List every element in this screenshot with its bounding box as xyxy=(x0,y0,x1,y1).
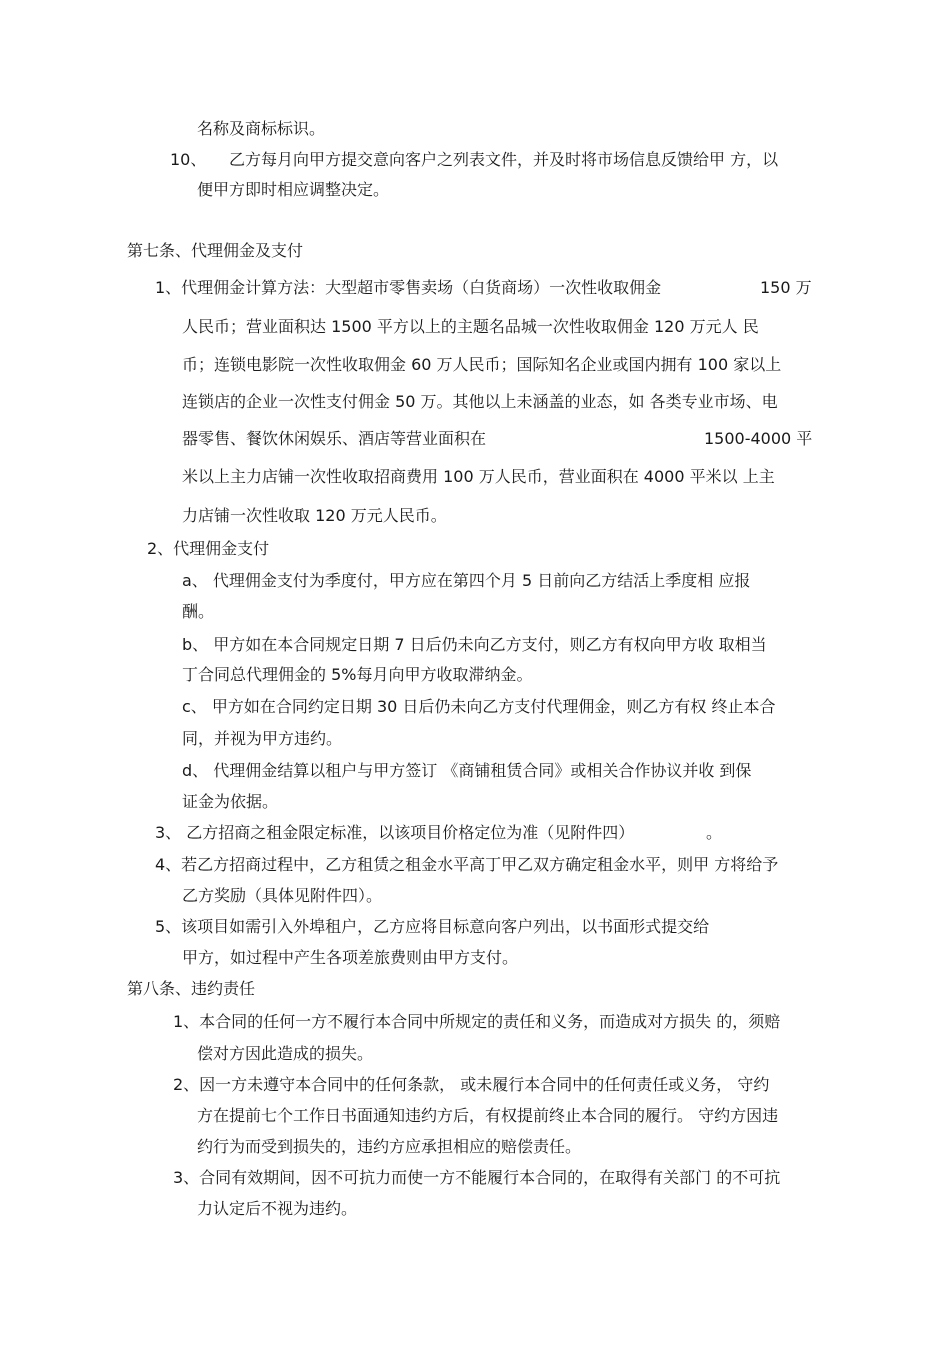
clause-6-item-10-line-2: 便甲方即时相应调整决定。 xyxy=(197,180,390,199)
article-8-heading: 第八条、违约责任 xyxy=(127,979,256,998)
article-7-item-4-line-1: 4、若乙方招商过程中，乙方租赁之租金水平高丁甲乙双方确定租金水平，则甲 方将给予 xyxy=(155,855,779,874)
article-7-item-5-line-2: 甲方，如过程中产生各项差旅费则由甲方支付。 xyxy=(182,948,519,967)
article-7-item-3-end: 。 xyxy=(706,823,723,842)
article-7-item-5-line-1: 5、该项目如需引入外埠租户，乙方应将目标意向客户列出，以书面形式提交给 xyxy=(155,917,710,936)
article-8-item-1-line-1: 1、本合同的任何一方不履行本合同中所规定的责任和义务，而造成对方损失 的，须赔 xyxy=(173,1012,781,1031)
article-8-item-3-line-1: 3、合同有效期间，因不可抗力而使一方不能履行本合同的，在取得有关部门 的不可抗 xyxy=(173,1168,781,1187)
article-8-item-1-line-2: 偿对方因此造成的损失。 xyxy=(197,1044,374,1063)
article-7-item-2d-line-2: 证金为依据。 xyxy=(182,792,279,811)
article-8-item-3-line-2: 力认定后不视为违约。 xyxy=(197,1199,358,1218)
article-7-item-1-area: 1500-4000 平 xyxy=(704,429,813,448)
article-7-item-1-line-1: 1、代理佣金计算方法：大型超市零售卖场（白货商场）一次性收取佣金 xyxy=(155,278,662,297)
article-7-item-2b-line-2: 丁合同总代理佣金的 5%每月向甲方收取滞纳金。 xyxy=(182,665,533,684)
clause-6-item-10-line-1: 乙方每月向甲方提交意向客户之列表文件，并及时将市场信息反馈给甲 方，以 xyxy=(229,150,779,169)
article-7-item-1-line-4: 连锁店的企业一次性支付佣金 50 万。其他以上未涵盖的业态，如 各类专业市场、电 xyxy=(182,392,778,411)
article-7-item-1-line-5: 器零售、餐饮休闲娱乐、酒店等营业面积在 xyxy=(182,429,487,448)
article-7-heading: 第七条、代理佣金及支付 xyxy=(127,241,304,260)
article-7-item-4-line-2: 乙方奖励（具体见附件四）。 xyxy=(182,886,383,905)
article-7-item-1-amount: 150 万 xyxy=(760,278,812,297)
article-7-item-1-line-3: 币；连锁电影院一次性收取佣金 60 万人民币；国际知名企业或国内拥有 100 家以上 xyxy=(182,355,782,374)
article-7-item-2a-line-2: 酬。 xyxy=(182,602,215,621)
article-7-item-1-line-2: 人民币；营业面积达 1500 平方以上的主题名品城一次性收取佣金 120 万元人 民 xyxy=(182,317,759,336)
article-7-item-2c-line-1: c、 甲方如在合同约定日期 30 日后仍未向乙方支付代理佣金，则乙方有权 终止本合 xyxy=(182,697,776,716)
article-8-item-2-line-3: 约行为而受到损失的，违约方应承担相应的赔偿责任。 xyxy=(197,1137,582,1156)
clause-6-item-9-tail: 名称及商标标识。 xyxy=(197,119,326,138)
article-7-item-1-line-6: 米以上主力店铺一次性收取招商费用 100 万人民币，营业面积在 4000 平米以 上主 xyxy=(182,467,775,486)
article-7-item-2b-line-1: b、 甲方如在本合同规定日期 7 日后仍未向乙方支付，则乙方有权向甲方收 取相当 xyxy=(182,635,767,654)
article-7-item-1-line-7: 力店铺一次性收取 120 万元人民币。 xyxy=(182,506,447,525)
article-7-item-2c-line-2: 同，并视为甲方违约。 xyxy=(182,729,343,748)
article-7-item-2d-line-1: d、 代理佣金结算以租户与甲方签订 《商铺租赁合同》或相关合作协议并收 到保 xyxy=(182,761,752,780)
clause-6-item-10-number: 10、 xyxy=(170,150,207,169)
article-8-item-2-line-2: 方在提前七个工作日书面通知违约方后，有权提前终止本合同的履行。 守约方因违 xyxy=(197,1106,779,1125)
article-7-item-3: 3、 乙方招商之租金限定标准，以该项目价格定位为准（见附件四） xyxy=(155,823,635,842)
article-8-item-2-line-1: 2、因一方未遵守本合同中的任何条款， 或未履行本合同中的任何责任或义务， 守约 xyxy=(173,1075,770,1094)
article-7-item-2-title: 2、代理佣金支付 xyxy=(147,539,270,558)
article-7-item-2a-line-1: a、 代理佣金支付为季度付，甲方应在第四个月 5 日前向乙方结活上季度相 应报 xyxy=(182,571,751,590)
